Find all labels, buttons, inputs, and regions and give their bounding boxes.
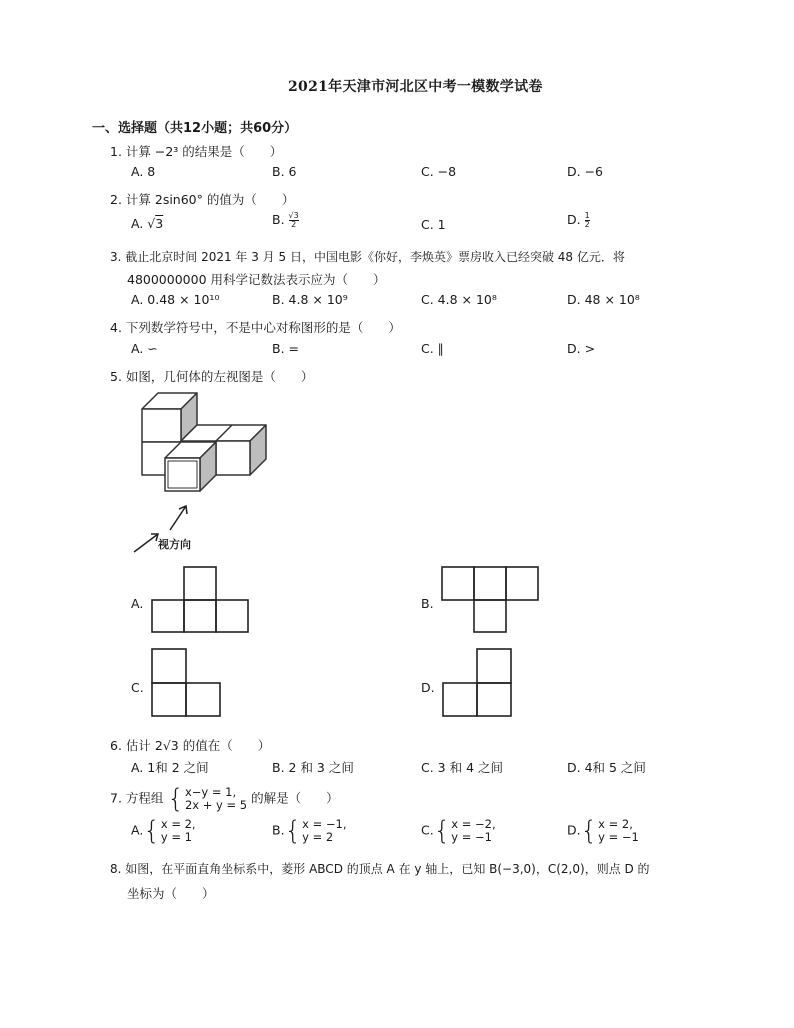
q7-stem xyxy=(110,786,339,812)
q2-a-radicand: 3 xyxy=(155,216,164,231)
q4-option-c: C. ∥ xyxy=(421,341,444,356)
q1-option-b: B. 6 xyxy=(272,164,297,179)
q5-option-d: D. xyxy=(421,680,435,695)
section-heading: 一、选择题（共12小题；共60分） xyxy=(92,121,298,136)
q2-option-c: C. 1 xyxy=(421,217,446,232)
q7-d-line1: x = 2, xyxy=(598,817,633,831)
q7-c-line1: x = −2, xyxy=(451,817,496,831)
q7-option-a: A. { x = 2, y = 1 xyxy=(131,816,196,846)
q2-b-fraction xyxy=(289,212,299,229)
q1-option-a: A. 8 xyxy=(131,164,156,179)
q7-b-line2: y = 2 xyxy=(302,830,334,844)
q2-a-prefix: A. √ xyxy=(131,216,156,231)
q2-option-d xyxy=(567,212,590,229)
q5-option-b: B. xyxy=(421,596,434,611)
q2-option-a xyxy=(131,216,163,231)
q8-stem-line2: 坐标为（ ） xyxy=(127,886,215,901)
q5-option-d-figure xyxy=(442,648,514,718)
q7-option-b: B. { x = −1, y = 2 xyxy=(272,816,347,846)
q2-d-denominator: 2 xyxy=(584,220,590,229)
q7-eq-line1: x−y = 1, xyxy=(184,785,237,799)
q4-option-b: B. = xyxy=(272,341,299,356)
q8-stem-line1: 8. 如图，在平面直角坐标系中，菱形 ABCD 的顶点 A 在 y 轴上，已知 B(−3,0)，C(2,0)，则点 D 的 xyxy=(110,862,650,876)
q1-stem: 1. 计算 −2³ 的结果是（ ） xyxy=(110,144,283,159)
q3-option-c: C. 4.8 × 10⁸ xyxy=(421,292,497,307)
q2-b-numerator: √3 xyxy=(288,211,299,220)
q5-option-a-figure xyxy=(151,566,251,634)
q3-stem-line1: 3. 截止北京时间 2021 年 3 月 5 日，中国电影《你好，李焕英》票房收入已经突破 48 亿元．将 xyxy=(110,250,625,264)
q4-option-a: A. ∽ xyxy=(131,341,158,356)
q5-option-c: C. xyxy=(131,680,144,695)
view-direction-label: 视方向 xyxy=(158,538,191,551)
q2-stem: 2. 计算 2sin60° 的值为（ ） xyxy=(110,192,295,207)
q2-d-fraction xyxy=(585,212,590,229)
q4-stem: 4. 下列数学符号中，不是中心对称图形的是（ ） xyxy=(110,320,401,335)
q1-option-c: C. −8 xyxy=(421,164,457,179)
q7-a-line2: y = 1 xyxy=(160,830,192,844)
q3-option-d: D. 48 × 10⁸ xyxy=(567,292,640,307)
q5-option-a: A. xyxy=(131,596,144,611)
q6-stem: 6. 估计 2√3 的值在（ ） xyxy=(110,738,271,753)
q7-c-line2: y = −1 xyxy=(451,830,492,844)
q4-option-d: D. > xyxy=(567,341,596,356)
q6-option-a: A. 1和 2 之间 xyxy=(131,760,209,775)
q7-option-d: D. { x = 2, y = −1 xyxy=(567,816,639,846)
q3-option-b: B. 4.8 × 10⁹ xyxy=(272,292,348,307)
q2-b-prefix: B. xyxy=(272,212,285,227)
q7-option-c: C. { x = −2, y = −1 xyxy=(421,816,496,846)
page-title: 2021年天津市河北区中考一模数学试卷 xyxy=(288,79,543,95)
q7-eq-line2: 2x + y = 5 xyxy=(184,798,248,812)
q7-equation-system: { x−y = 1, 2x + y = 5 xyxy=(167,784,248,814)
q6-option-b: B. 2 和 3 之间 xyxy=(272,760,354,775)
q2-d-prefix: D. xyxy=(567,212,581,227)
q2-d-numerator: 1 xyxy=(584,211,590,220)
q7-stem-prefix: 7. 方程组 xyxy=(110,790,164,806)
q2-option-b xyxy=(272,212,299,229)
q3-stem-line2: 4800000000 用科学记数法表示应为（ ） xyxy=(127,272,386,287)
q5-stem: 5. 如图，几何体的左视图是（ ） xyxy=(110,369,314,384)
q7-a-label: A. xyxy=(131,822,144,838)
q5-option-c-figure xyxy=(151,648,223,718)
q7-d-line2: y = −1 xyxy=(598,830,639,844)
q7-d-label: D. xyxy=(567,822,581,838)
q1-option-d: D. −6 xyxy=(567,164,603,179)
q6-option-d: D. 4和 5 之间 xyxy=(567,760,646,775)
q7-b-line1: x = −1, xyxy=(302,817,347,831)
q7-a-line1: x = 2, xyxy=(160,817,196,831)
q7-c-label: C. xyxy=(421,822,434,838)
solid-figure xyxy=(130,385,270,495)
q7-stem-suffix: 的解是（ ） xyxy=(251,790,339,806)
q5-option-b-figure xyxy=(441,566,541,634)
q2-b-denominator: 2 xyxy=(291,220,297,229)
q6-option-c: C. 3 和 4 之间 xyxy=(421,760,504,775)
q3-option-a: A. 0.48 × 10¹⁰ xyxy=(131,292,220,307)
q7-b-label: B. xyxy=(272,822,285,838)
